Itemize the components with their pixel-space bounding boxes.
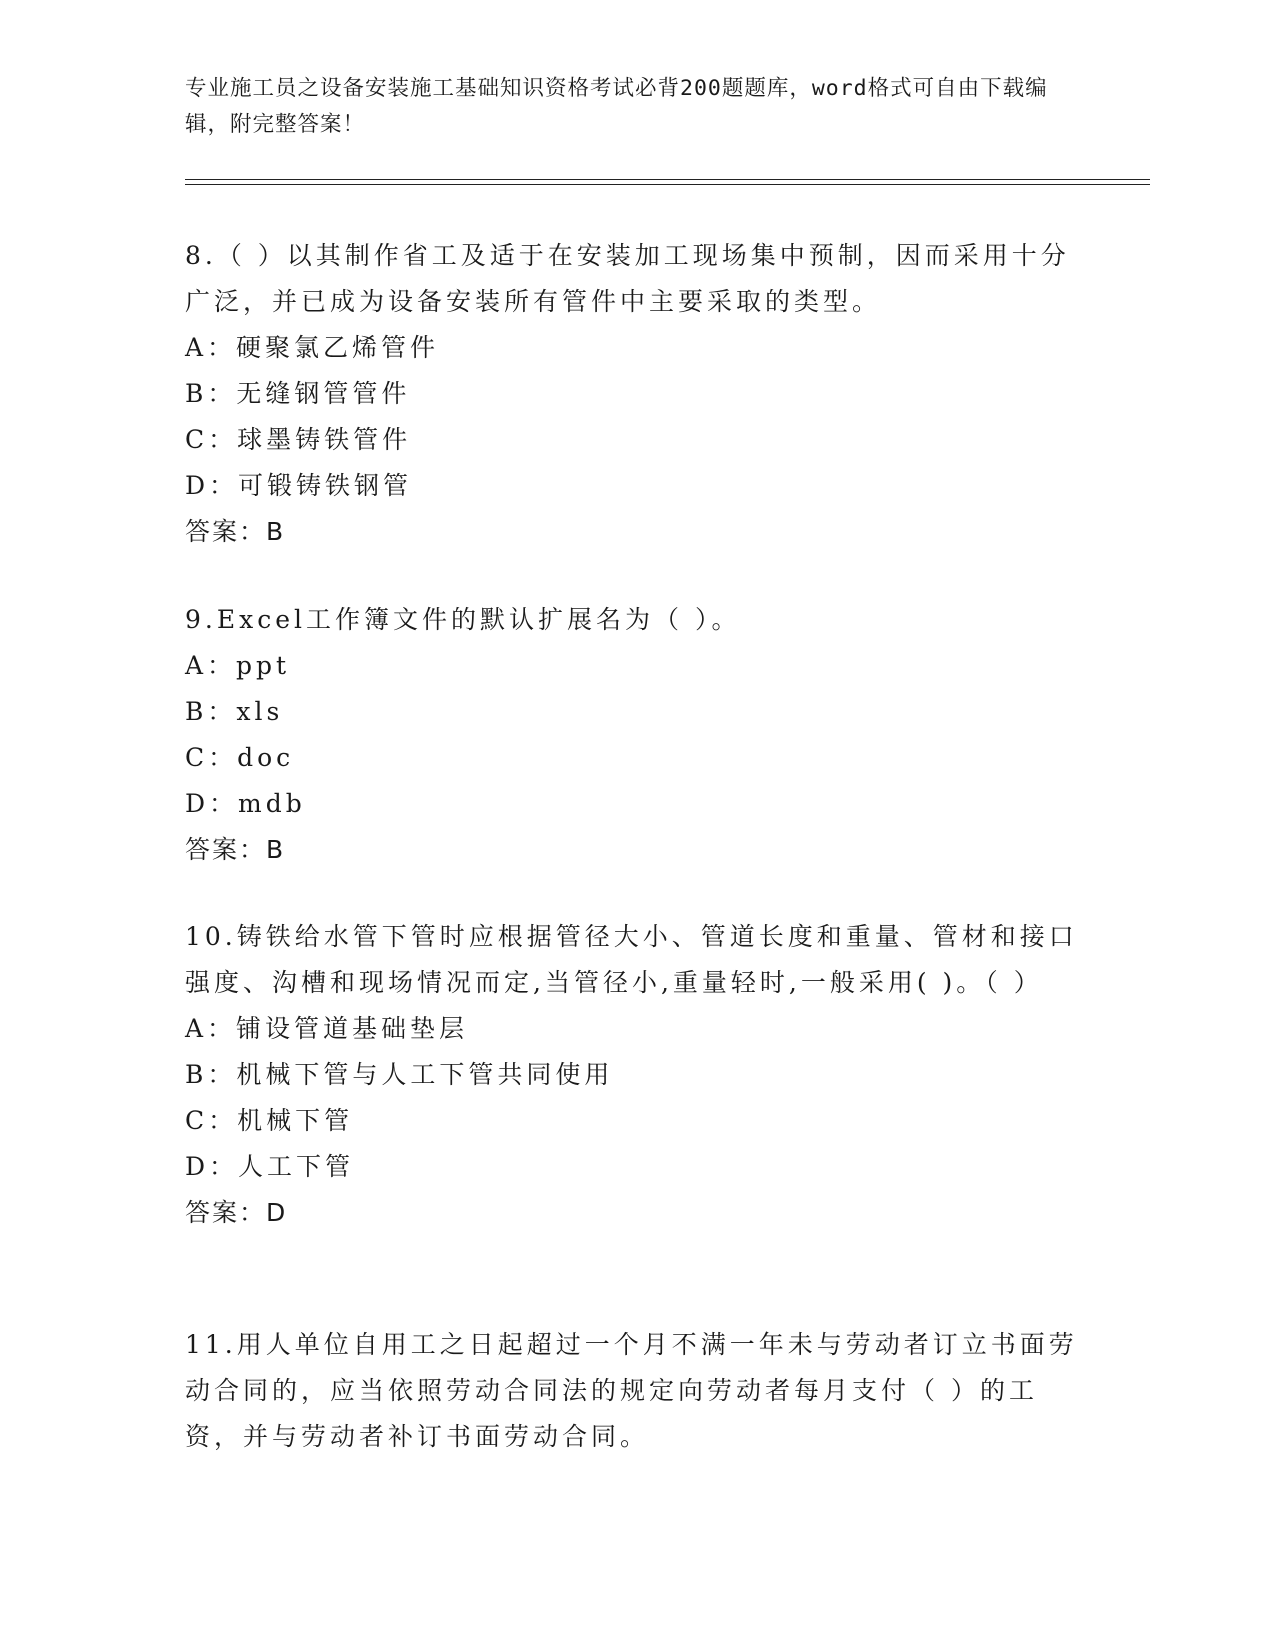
- header-divider-top: [185, 179, 1150, 180]
- option-c: C：球墨铸铁管件: [185, 425, 412, 454]
- option-c: C：doc: [185, 743, 295, 772]
- option-c: C：机械下管: [185, 1106, 354, 1135]
- option-a: A：ppt: [185, 651, 291, 680]
- answer-label: 答案：D: [185, 1198, 288, 1227]
- option-b: B：无缝钢管管件: [185, 379, 411, 408]
- question-11: [185, 1322, 1080, 1460]
- header-divider-bottom: [185, 184, 1150, 185]
- question-stem: 10.铸铁给水管下管时应根据管径大小、管道长度和重量、管材和接口强度、沟槽和现场情况而定,当管径小,重量轻时,一般采用( )。（ ）: [185, 922, 1078, 997]
- question-stem: 11.用人单位自用工之日起超过一个月不满一年未与劳动者订立书面劳动合同的，应当依照劳动合同法的规定向劳动者每月支付（ ）的工资，并与劳动者补订书面劳动合同。: [185, 1330, 1078, 1451]
- option-d: D：可锻铸铁钢管: [185, 471, 413, 500]
- question-10: [185, 914, 1080, 1236]
- question-stem: 8.（ ）以其制作省工及适于在安装加工现场集中预制，因而采用十分广泛，并已成为设备安装所有管件中主要采取的类型。: [185, 241, 1070, 316]
- option-a: A：铺设管道基础垫层: [185, 1014, 469, 1043]
- option-b: B：xls: [185, 697, 284, 726]
- answer-label: 答案：B: [185, 835, 286, 864]
- question-stem: 9.Excel工作簿文件的默认扩展名为（ ）。: [185, 605, 741, 634]
- option-b: B：机械下管与人工下管共同使用: [185, 1060, 614, 1089]
- question-9: [185, 597, 1080, 873]
- option-a: A：硬聚氯乙烯管件: [185, 333, 440, 362]
- document-header: 专业施工员之设备安装施工基础知识资格考试必背200题题库，word格式可自由下载编辑，附完整答案！: [185, 76, 1048, 137]
- answer-label: 答案：B: [185, 517, 286, 546]
- option-d: D：mdb: [185, 789, 306, 818]
- option-d: D：人工下管: [185, 1152, 355, 1181]
- question-8: [185, 233, 1080, 555]
